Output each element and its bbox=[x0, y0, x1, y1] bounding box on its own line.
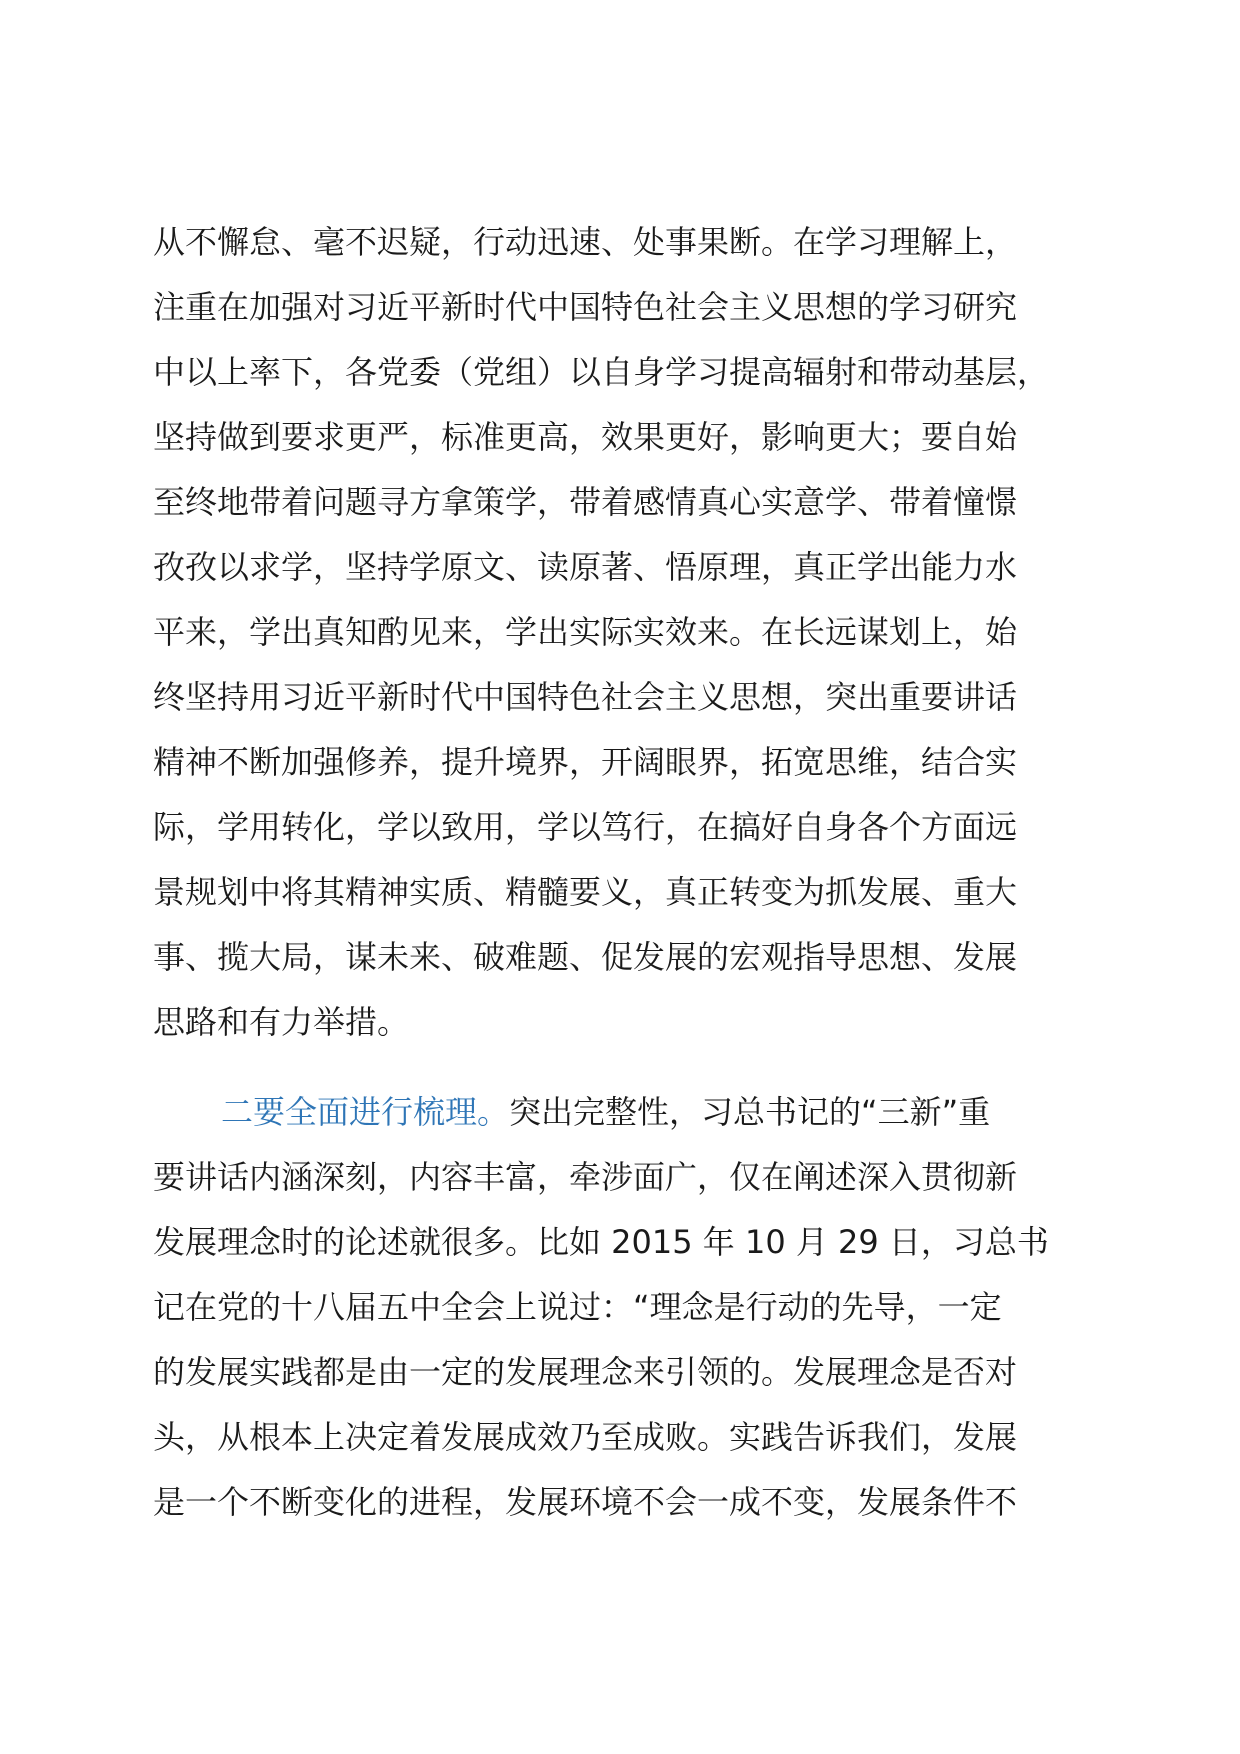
paragraph-2-line: 是一个不断变化的进程，发展环境不会一成不变，发展条件不 bbox=[153, 1483, 1018, 1521]
paragraph-1-line: 终坚持用习近平新时代中国特色社会主义思想，突出重要讲话 bbox=[153, 678, 1018, 716]
paragraph-1-line: 际，学用转化，学以致用，学以笃行，在搞好自身各个方面远 bbox=[153, 808, 1018, 846]
paragraph-2-line: 记在党的十八届五中全会上说过：“理念是行动的先导，一定 bbox=[153, 1288, 1002, 1326]
paragraph-2-line: 头，从根本上决定着发展成效乃至成败。实践告诉我们，发展 bbox=[153, 1418, 1018, 1456]
paragraph-2-line: 要讲话内涵深刻，内容丰富，牵涉面广，仅在阐述深入贯彻新 bbox=[153, 1158, 1018, 1196]
section-heading: 二要全面进行梳理。 bbox=[221, 1093, 510, 1131]
paragraph-2-first-line bbox=[153, 1080, 1113, 1145]
paragraph-1-line: 事、揽大局，谋未来、破难题、促发展的宏观指导思想、发展 bbox=[153, 938, 1018, 976]
paragraph-1-line: 精神不断加强修养，提升境界，开阔眼界，拓宽思维，结合实 bbox=[153, 743, 1018, 781]
paragraph-1 bbox=[153, 210, 1113, 1055]
paragraph-1-line: 至终地带着问题寻方拿策学，带着感情真心实意学、带着憧憬 bbox=[153, 483, 1018, 521]
paragraph-1-line: 平来，学出真知酌见来，学出实际实效来。在长远谋划上，始 bbox=[153, 613, 1018, 651]
paragraph-1-line: 中以上率下，各党委（党组）以自身学习提高辐射和带动基层， bbox=[153, 353, 1050, 391]
paragraph-1-line: 坚持做到要求更严，标准更高，效果更好，影响更大；要自始 bbox=[153, 418, 1018, 456]
paragraph-1-line: 景规划中将其精神实质、精髓要义，真正转变为抓发展、重大 bbox=[153, 873, 1018, 911]
paragraph-2 bbox=[153, 1080, 1113, 1535]
paragraph-2-line: 发展理念时的论述就很多。比如 2015 年 10 月 29 日，习总书 bbox=[153, 1223, 1049, 1261]
paragraph-1-line: 注重在加强对习近平新时代中国特色社会主义思想的学习研究 bbox=[153, 288, 1018, 326]
paragraph-1-line: 孜孜以求学，坚持学原文、读原著、悟原理，真正学出能力水 bbox=[153, 548, 1018, 586]
paragraph-1-line: 从不懈怠、毫不迟疑，行动迅速、处事果断。在学习理解上， bbox=[153, 223, 1018, 261]
paragraph-1-line: 思路和有力举措。 bbox=[153, 1003, 410, 1041]
paragraph-2-first-line-text: 突出完整性，习总书记的“三新”重 bbox=[509, 1093, 991, 1131]
paragraph-2-line: 的发展实践都是由一定的发展理念来引领的。发展理念是否对 bbox=[153, 1353, 1018, 1391]
